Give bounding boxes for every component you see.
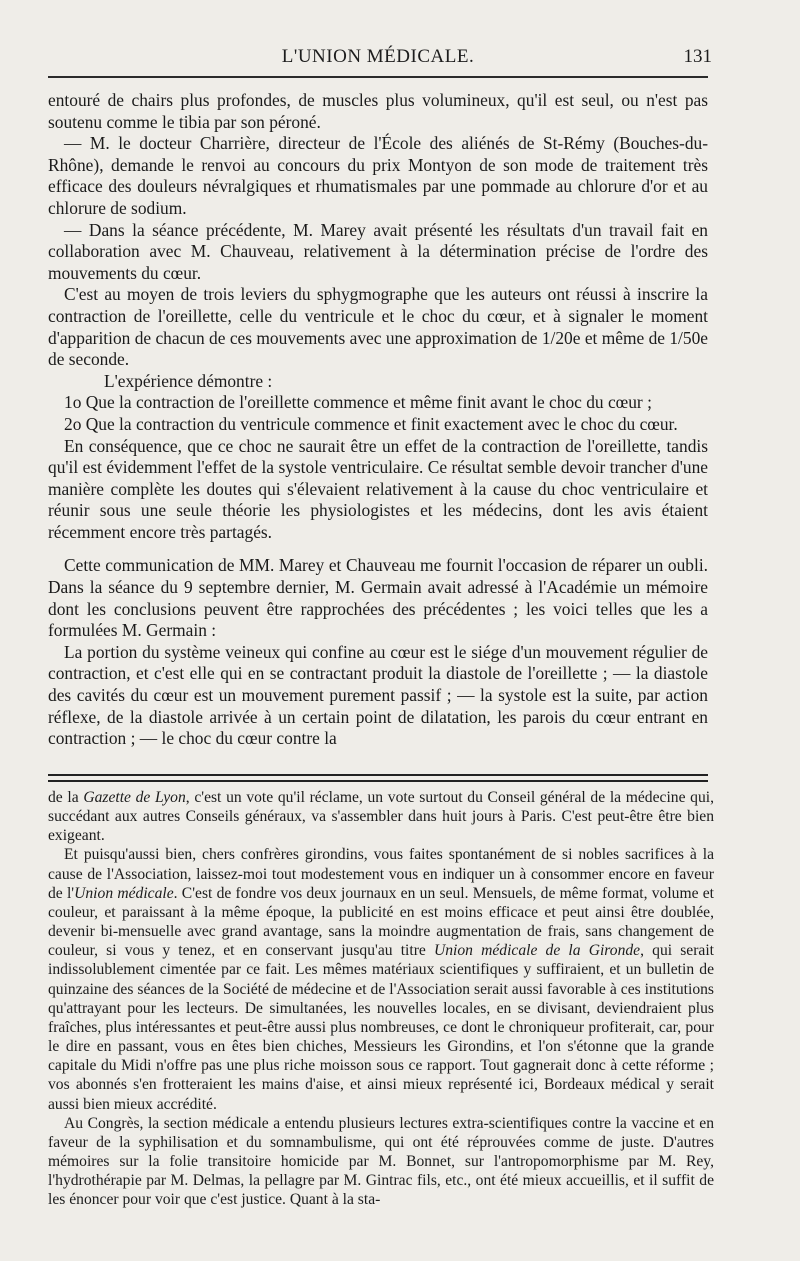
text-run: . C'est de fondre vos deux journaux en un seul. Mensuels, de même format, volume et couleur, et paraissant à la même époque, la publicité en est moins efficace et peut ainsi être doublée, devenir bi-mensuelle avec grand avantage, sans la moindre augmentation de frais, sans changement de couleur, si vous y tenez, et en conservant jusqu'au titre bbox=[48, 884, 715, 960]
paragraph: Cette communication de MM. Marey et Chauveau me fournit l'occasion de réparer un oubli. Dans la séance du 9 septembre dernier, M. Germain avait adressé à l'Académie un mémoire dont les conclusions peuvent être rapprochées des précédentes ; les voici telles que les a formulées M. Germain : bbox=[48, 555, 708, 641]
paragraph: 1o Que la contraction de l'oreillette commence et même finit avant le choc du cœur ; bbox=[64, 392, 652, 413]
feuilleton-body bbox=[48, 788, 714, 1209]
text-run: Et puisqu'aussi bien, chers confrères girondins, vous faites spontanément de si nobles sacrifices à la cause de l'Association, laissez-moi tout modestement vous en indiquer un à consommer encore en faveur de l' bbox=[48, 846, 714, 902]
header-rule bbox=[48, 76, 708, 78]
feuilleton-paragraph: Au Congrès, la section médicale a entendu plusieurs lectures extra-scientifiques contre la vaccine et en faveur de la syphilisation et du somnambulisme, qui ont été réprouvées comme de juste. D'autres mémoires sur la folie transitoire homicide par M. Bonnet, sur l'antropomorphisme par M. Rey, l'hydrothérapie par M. Delmas, la pellagre par M. Gintrac fils, etc., ont été mieux accueillis, et il suffit de les énoncer pour voir que c'est justice. Quant à la sta- bbox=[48, 1114, 714, 1209]
paragraph: — Dans la séance précédente, M. Marey avait présenté les résultats d'un travail fait en collaboration avec M. Chauveau, relativement à la détermination précise de l'ordre des mouvements du cœur. bbox=[48, 219, 708, 283]
paragraph: 2o Que la contraction du ventricule commence et finit exactement avec le choc du cœur. bbox=[64, 413, 678, 434]
italic-title: Gazette de Lyon bbox=[83, 789, 186, 806]
article-body bbox=[48, 90, 708, 750]
paragraph: entouré de chairs plus profondes, de muscles plus volumineux, qu'il est seul, ou n'est pas soutenu comme le tibia par son péroné. bbox=[48, 90, 708, 132]
page-number: 131 bbox=[683, 46, 712, 67]
text-run: , qui serait indissolublement cimentée par ce fait. Les mêmes matériaux scientifiques y suffiraient, et un bulletin de quinzaine des séances de la Société de médecine et de l'Association serait aussi favorable à ces institutions qu'attrayant pour les lecteurs. De simultanées, les nouvelles locales, en se divisant, deviendraient plus fraîches, plus intéressantes et peut-être aussi plus nombreuses, ce dont le chroniqueur profiterait, car, pour le dire en passant, vous en êtes bien chiches, Messieurs les Girondins, et l'on s'étonne que la grande capitale du Midi n'offre pas une plus riche moisson sous ce rapport. Tout gagnerait donc à cette réforme ; vos abonnés s'en frotteraient les mains d'aise, et ainsi mieux représenté ici, Bordeaux médical y serait aussi bien mieux accrédité. bbox=[48, 942, 714, 1113]
text-run: de la bbox=[48, 789, 84, 806]
italic-title: Union médicale bbox=[74, 884, 174, 902]
paragraph: C'est au moyen de trois leviers du sphygmographe que les auteurs ont réussi à inscrire la contraction de l'oreillette, celle du ventricule et le choc du cœur, et à signaler le moment d'apparition de chacun de ces mouvements avec une approximation de 1/20e et même de 1/50e de seconde. bbox=[48, 284, 708, 370]
feuilleton-rule bbox=[48, 774, 708, 782]
paragraph: La portion du système veineux qui confine au cœur est le siége d'un mouvement régulier de contraction, et c'est elle qui en se contractant produit la diastole de l'oreillette ; — la diastole des cavités du cœur est un mouvement purement passif ; — la systole est la suite, par action réflexe, de la diastole arrivée à un certain point de dilatation, les parois du cœur entrant en contraction ; — le choc du cœur contre la bbox=[48, 641, 708, 749]
journal-title: L'UNION MÉDICALE. bbox=[281, 46, 475, 67]
italic-title: Union médicale de la Gironde bbox=[433, 942, 641, 960]
paragraph: En conséquence, que ce choc ne saurait être un effet de la contraction de l'oreillette, tandis qu'il est évidemment l'effet de la systole ventriculaire. Ce résultat semble devoir trancher d'une manière complète les doutes qui s'élevaient relativement à la cause du choc ventriculaire et réunir sous une seule théorie les physiologistes et les médecins, dont les avis étaient récemment encore très partagés. bbox=[48, 435, 708, 542]
paragraph: — M. le docteur Charrière, directeur de l'École des aliénés de St-Rémy (Bouches-du-Rhône), demande le renvoi au concours du prix Montyon de son mode de traitement très efficace des douleurs névralgiques et rhumatismales par une pommade au chlorure d'or et au chlorure de sodium. bbox=[48, 133, 708, 218]
running-head bbox=[48, 46, 712, 72]
paragraph: L'expérience démontre : bbox=[104, 370, 273, 391]
text-run: , c'est un vote qu'il réclame, un vote surtout du Conseil général de la médecine qui, succédant aux autres Conseils généraux, va s'assembler dans huit jours à Paris. C'est peut-être être bien exigeant. bbox=[48, 789, 714, 845]
feuilleton-paragraph bbox=[48, 845, 714, 1113]
feuilleton-paragraph bbox=[48, 788, 714, 845]
